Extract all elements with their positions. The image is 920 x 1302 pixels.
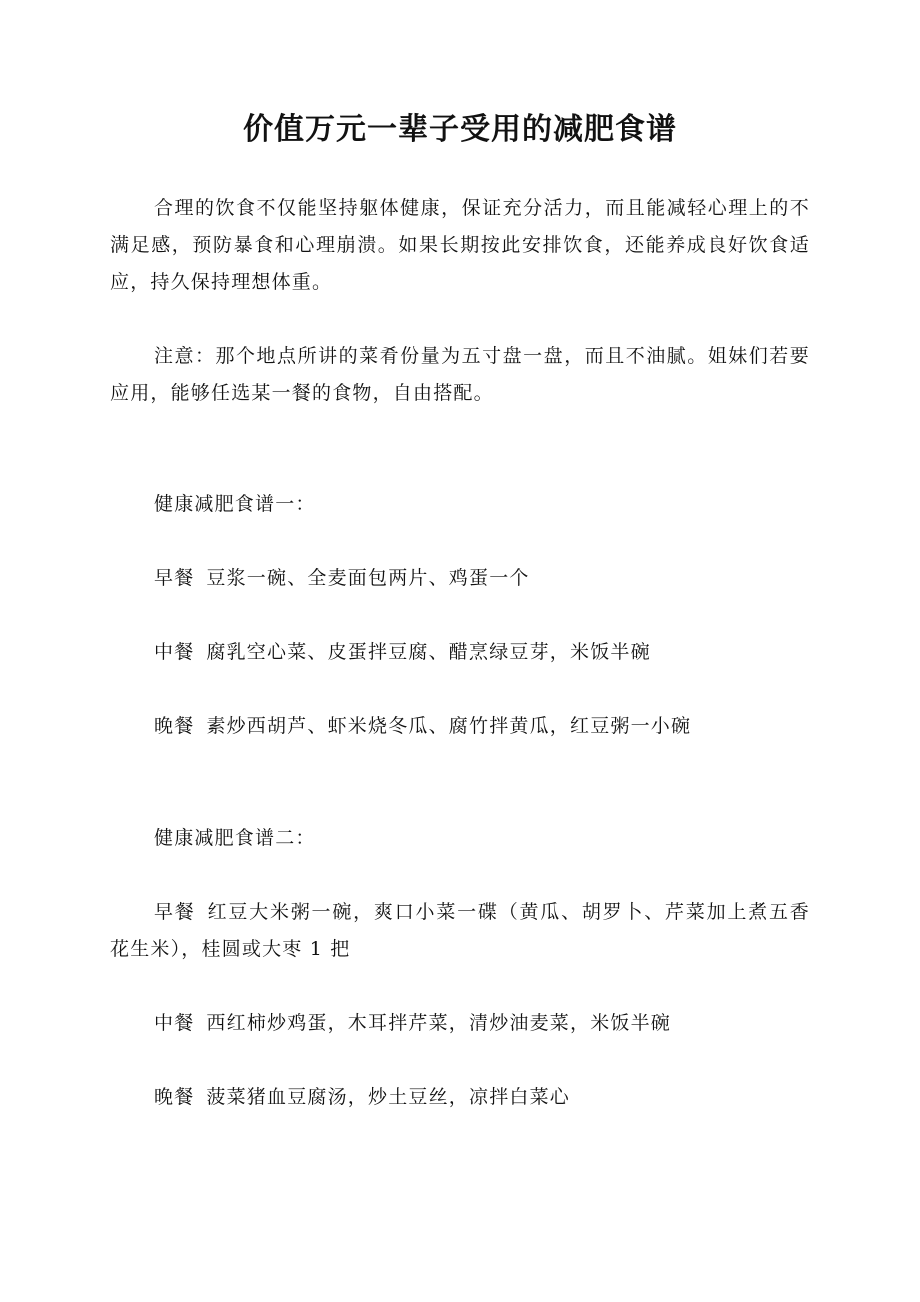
meal-label: 早餐 xyxy=(154,901,196,923)
meal-items: 豆浆一碗、全麦面包两片、鸡蛋一个 xyxy=(206,567,530,589)
recipe-2-breakfast xyxy=(110,894,810,968)
meal-items: 菠菜猪血豆腐汤，炒土豆丝，凉拌白菜心 xyxy=(206,1086,571,1108)
meal-label: 晚餐 xyxy=(154,1086,195,1108)
meal-label: 晚餐 xyxy=(154,715,195,737)
meal-items: 西红柿炒鸡蛋，木耳拌芹菜，清炒油麦菜，米饭半碗 xyxy=(206,1012,672,1034)
recipe-2-heading: 健康减肥食谱二： xyxy=(154,827,316,849)
recipe-1-breakfast xyxy=(154,560,530,597)
recipe-1-heading: 健康减肥食谱一： xyxy=(154,493,316,515)
meal-items: 素炒西胡芦、虾米烧冬瓜、腐竹拌黄瓜，红豆粥一小碗 xyxy=(206,715,692,737)
recipe-1-dinner xyxy=(154,708,691,745)
recipe-2-dinner xyxy=(154,1079,570,1116)
recipe-1-lunch xyxy=(154,634,651,671)
recipe-2-lunch xyxy=(154,1005,671,1042)
document-title: 价值万元一辈子受用的减肥食谱 xyxy=(243,112,677,147)
meal-label: 中餐 xyxy=(154,641,195,663)
meal-label: 中餐 xyxy=(154,1012,195,1034)
note-paragraph: 注意：那个地点所讲的菜肴份量为五寸盘一盘，而且不油腻。姐妹们若要应用，能够任选某一餐的食物，自由搭配。 xyxy=(110,345,810,404)
intro-paragraph: 合理的饮食不仅能坚持躯体健康，保证充分活力，而且能减轻心理上的不满足感，预防暴食和心理崩溃。如果长期按此安排饮食，还能养成良好饮食适应，持久保持理想体重。 xyxy=(110,197,810,293)
meal-items: 腐乳空心菜、皮蛋拌豆腐、醋烹绿豆芽，米饭半碗 xyxy=(206,641,651,663)
meal-items: 红豆大米粥一碗，爽口小菜一碟（黄瓜、胡罗卜、芹菜加上煮五香花生米），桂圆或大枣 1 把 xyxy=(110,901,810,960)
meal-label: 早餐 xyxy=(154,567,195,589)
